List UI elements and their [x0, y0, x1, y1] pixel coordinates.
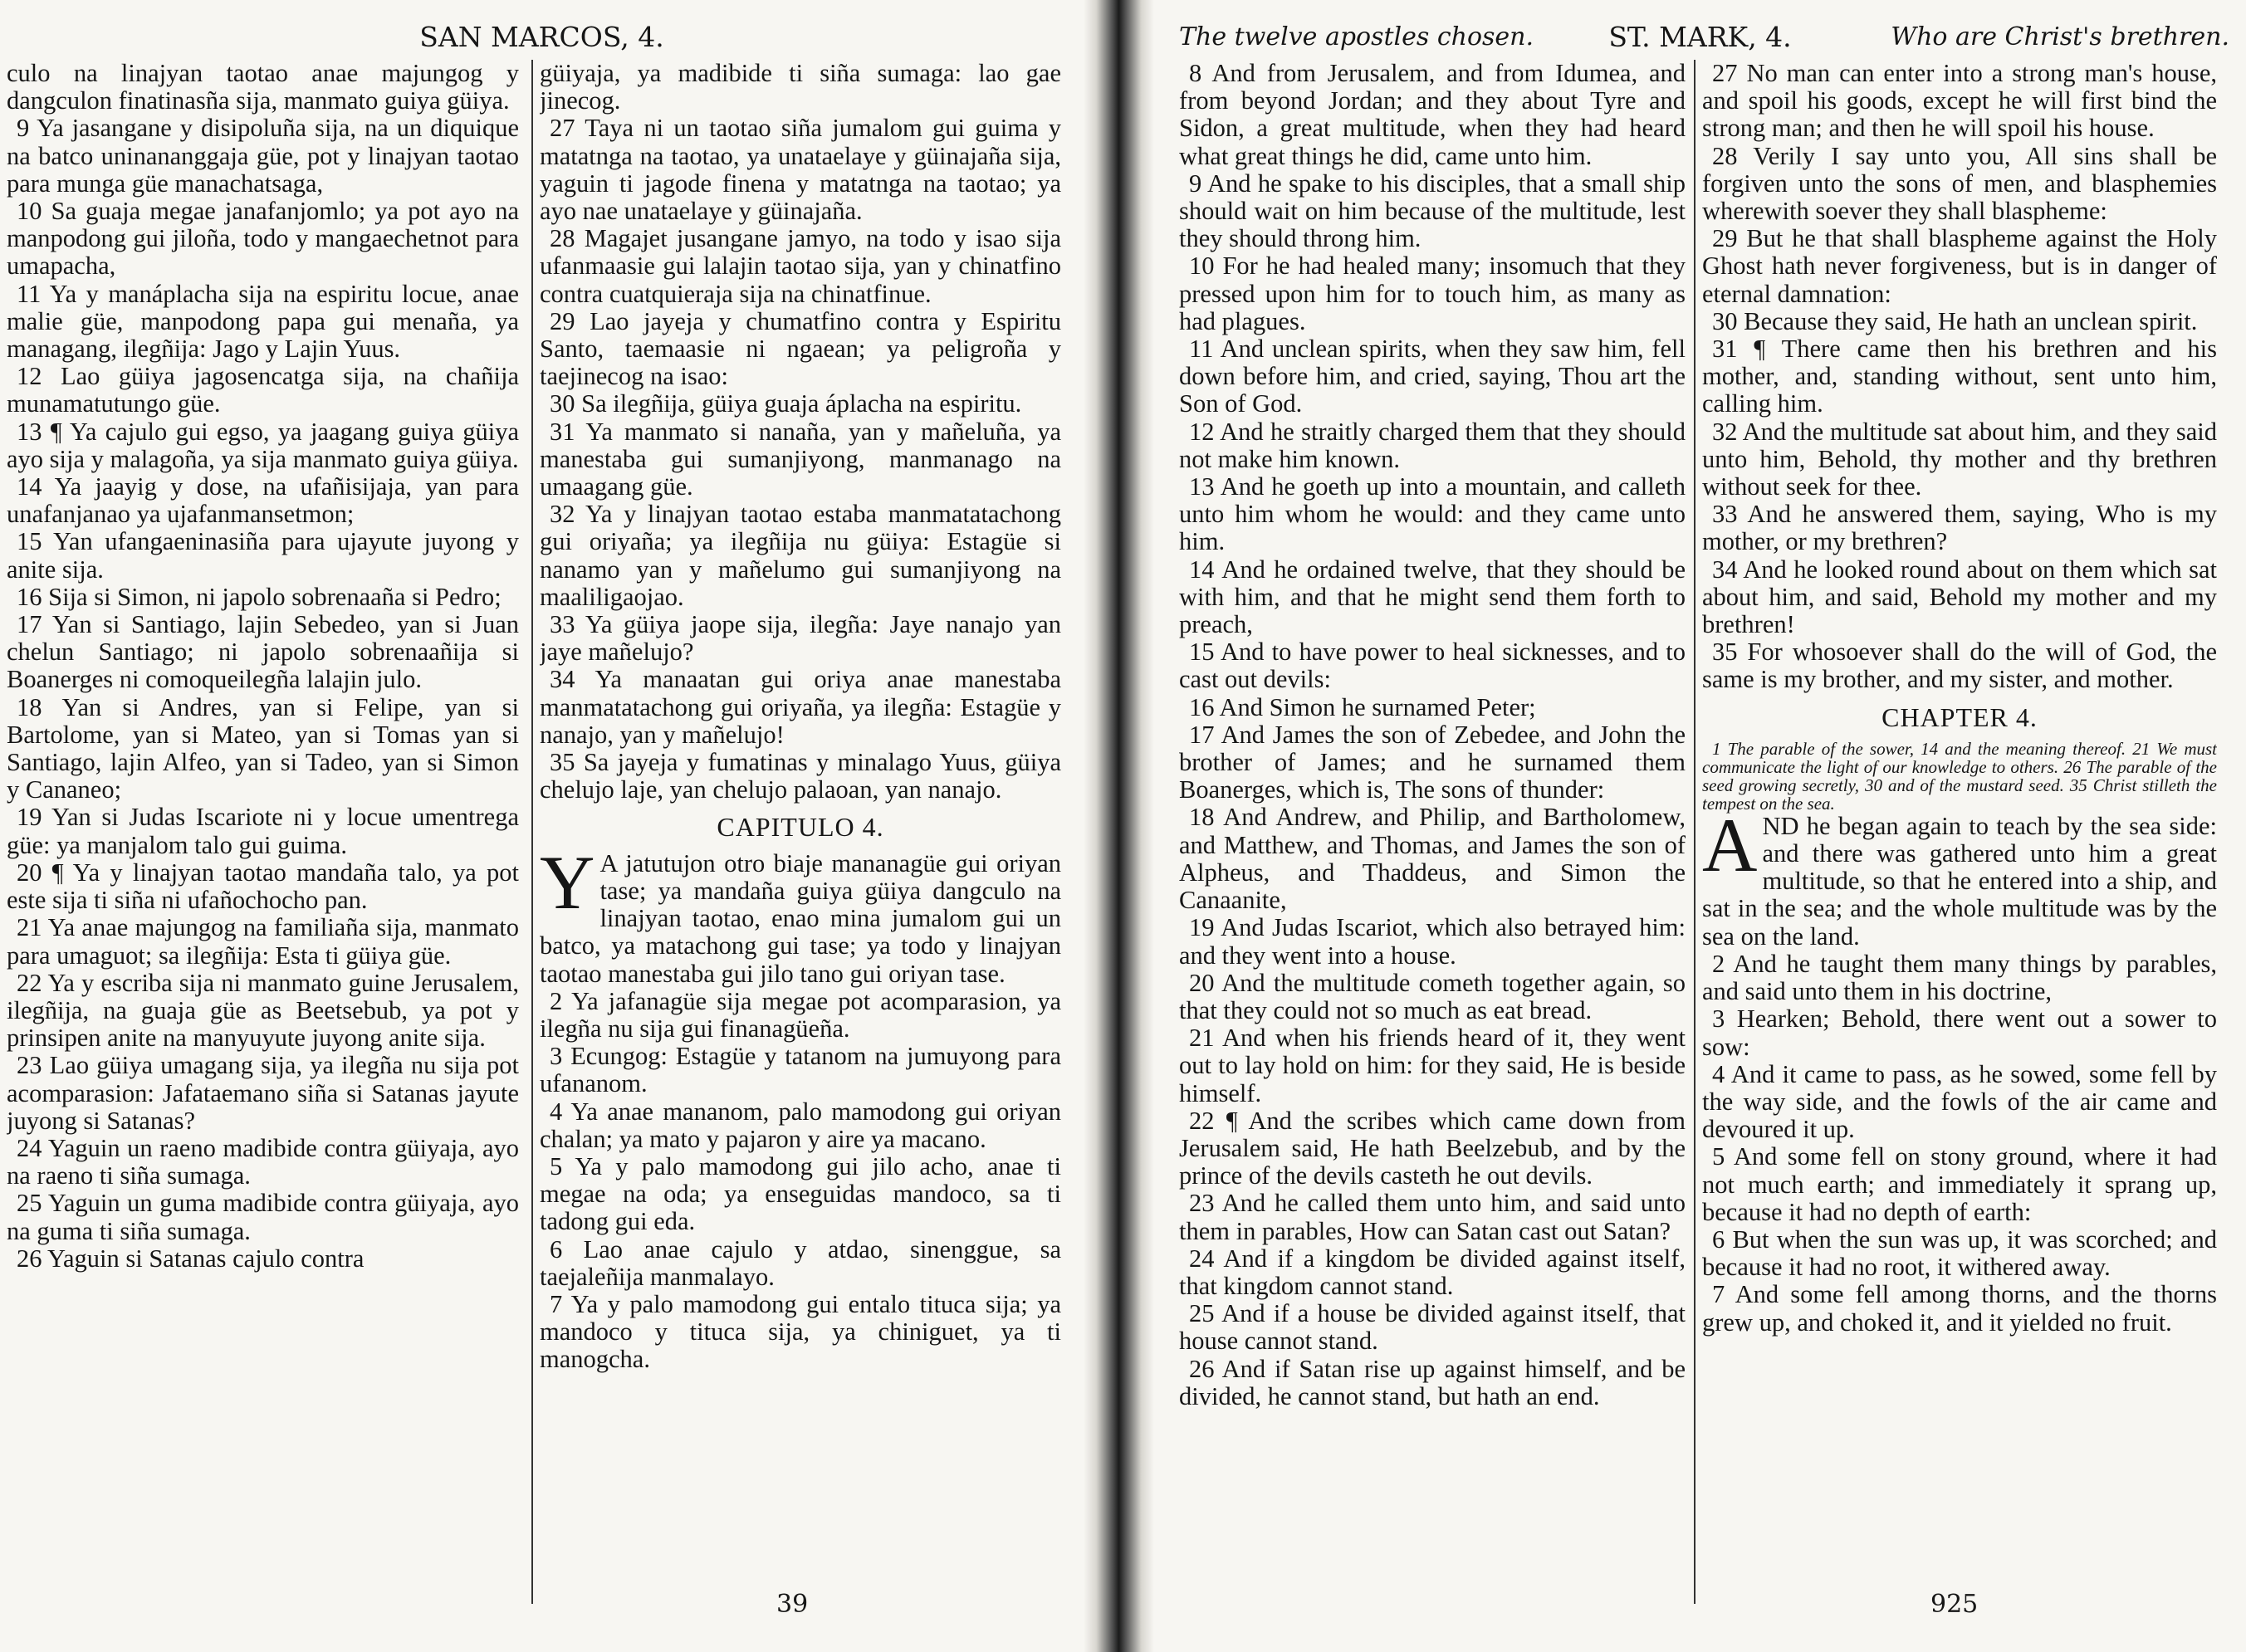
- page-number: 39: [776, 1590, 809, 1619]
- verse: 21 And when his friends heard of it, they went out to lay hold on him: for they said, He is beside himself.: [1179, 1024, 1686, 1107]
- verse: culo na linajyan taotao anae majungog y dangculon finatinasña sija, manmato guiya güiya.: [7, 60, 519, 115]
- verse: 2 Ya jafanagüe sija megae pot acomparasion, ya ilegña nu sija gui finanagüeña.: [540, 986, 1061, 1043]
- verse: 18 And Andrew, and Philip, and Bartholomew, and Matthew, and Thomas, and James the son of Alpheus, and Thaddeus, and Simon the Canaanite,: [1179, 803, 1686, 915]
- verse: 26 And if Satan rise up against himself, and be divided, he cannot stand, but hath an end.: [1179, 1354, 1686, 1410]
- verse: 28 Verily I say unto you, All sins shall be forgiven unto the sons of men, and blasphemies wherewith soever they shall blaspheme:: [1702, 141, 2217, 226]
- verse: 21 Ya anae majungog na familiaña sija, manmato para umaguot; sa ilegñija: Esta ti güiya güe.: [7, 913, 519, 970]
- verse: 2 And he taught them many things by parables, and said unto them in his doctrine,: [1702, 949, 2217, 1006]
- header-right-note: Who are Christ's brethren.: [1891, 22, 2229, 51]
- verse: 5 Ya y palo mamodong gui jilo acho, anae ti megae na oda; ya enseguidas mandoco, sa ti tadong gui eda.: [540, 1151, 1061, 1236]
- verse: 26 Yaguin si Satanas cajulo contra: [17, 1244, 365, 1273]
- verse: 11 Ya y manáplacha sija na espiritu locue, anae malie güe, manpodong papa gui menaña, ya managang, ilegñija: Jago y Lajin Yuus.: [7, 279, 519, 364]
- verse: 29 Lao jayeja y chumatfino contra y Espiritu Santo, taemaasie ni ngaean; ya peligroña y taejinecog na isao:: [540, 306, 1061, 391]
- verse: 6 Lao anae cajulo y atdao, sinenggue, sa taejaleñija manmalayo.: [540, 1234, 1061, 1291]
- column-right-2: [1702, 60, 2217, 1600]
- verse: güiyaja, ya madibide ti siña sumaga: lao gae jinecog.: [540, 60, 1061, 115]
- verse: 31 ¶ There came then his brethren and his mother, and, standing without, sent unto him, calling him.: [1702, 335, 2217, 418]
- verse: 4 Ya anae mananom, palo mamodong gui oriyan chalan; ya mato y pajaron y aire ya macano.: [540, 1097, 1061, 1153]
- verse: 12 Lao güiya jagosencatga sija, na chañija munamatutungo güe.: [7, 362, 519, 418]
- verse: 3 Hearken; Behold, there went out a sower to sow:: [1702, 1004, 2217, 1061]
- verses-before-chapter: [540, 60, 1061, 804]
- verse: 33 Ya güiya jaope sija, ilegña: Jaye nanajo yan jaye mañelujo?: [540, 610, 1061, 667]
- verse: 20 And the multitude cometh together again, so that they could not so much as eat bread.: [1179, 968, 1686, 1024]
- chapter-heading: CAPITULO 4.: [717, 812, 884, 843]
- verse: 16 Sija si Simon, ni japolo sobrenaaña si Pedro;: [17, 582, 502, 611]
- verse: 17 And James the son of Zebedee, and John the brother of James; and he surnamed them Boanerges, which is, The sons of thunder:: [1179, 720, 1686, 804]
- verse: 34 Ya manaatan gui oriya anae manestaba manmatatachong gui oriyaña, ya ilegña: Estagüe y nanajo, yan y mañelujo!: [540, 665, 1061, 749]
- verse: 10 For he had healed many; insomuch that they pressed upon him for to touch him, as many as had plagues.: [1179, 252, 1686, 335]
- verse: 12 And he straitly charged them that they should not make him known.: [1179, 417, 1686, 473]
- verse: 18 Yan si Andres, yan si Felipe, yan si Bartolome, yan si Mateo, yan si Tomas yan si Santiago, lajin Alfeo, yan si Tadeo, yan si Simon y Cananeo;: [7, 692, 519, 804]
- chapter-summary: 1 The parable of the sower, 14 and the meaning thereof. 21 We must communicate the light of our knowledge to others. 26 The parable of the seed growing secretly, 30 and of the mustard seed. 35 Christ stilleth the tempest on the sea.: [1702, 738, 2217, 814]
- verse: 35 Sa jayeja y fumatinas y minalago Yuus, güiya chelujo laje, yan chelujo palaoan, yan nanajo.: [540, 748, 1061, 804]
- chapter-first-verse: AND he began again to teach by the sea side: and there was gathered unto him a great multitude, so that he entered into a ship, and sat in the sea; and the whole multitude was by the sea on the land.: [1702, 802, 2217, 951]
- verse: 11 And unclean spirits, when they saw him, fell down before him, and cried, saying, Thou art the Son of God.: [1179, 335, 1686, 418]
- verse: 19 Yan si Judas Iscariote ni y locue umentrega güe: ya manjalom talo gui guima.: [7, 803, 519, 859]
- verse: 10 Sa guaja megae janafanjomlo; ya pot ayo na manpodong gui jiloña, todo y mangaechetnot para umapacha,: [7, 197, 519, 281]
- chapter-heading: CHAPTER 4.: [1881, 701, 2038, 732]
- verses-before-chapter: [1702, 60, 2217, 694]
- verse: 13 And he goeth up into a mountain, and calleth unto him whom he would: and they came unto him.: [1179, 472, 1686, 556]
- left-page: [0, 0, 1084, 1652]
- verse: 9 And he spake to his disciples, that a small ship should wait on him because of the multitude, lest they should throng him.: [1179, 169, 1686, 253]
- column-left-1: [7, 60, 519, 1600]
- verse: 25 Yaguin un guma madibide contra güiyaja, ayo na guma ti siña sumaga.: [7, 1189, 519, 1245]
- verse: 15 And to have power to heal sicknesses, and to cast out devils:: [1179, 638, 1686, 694]
- verse: 30 Sa ilegñija, güiya guaja áplacha na espiritu.: [550, 389, 1022, 418]
- verse: 8 And from Jerusalem, and from Idumea, and from beyond Jordan; and they about Tyre and Sidon, a great multitude, when they had heard what great things he did, came unto him.: [1179, 60, 1686, 170]
- right-page: [1154, 0, 2246, 1652]
- running-head-right: [1154, 17, 2246, 58]
- verse: 20 ¶ Ya y linajyan taotao mandaña talo, ya pot este sija ti siña ni ufañochocho pan.: [7, 858, 519, 915]
- verse: 32 And the multitude sat about him, and they said unto him, Behold, thy mother and thy brethren without seek for thee.: [1702, 417, 2217, 501]
- verse: 24 Yaguin un raeno madibide contra güiyaja, ayo na raeno ti siña sumaga.: [7, 1133, 519, 1190]
- verse: 16 And Simon he surnamed Peter;: [1189, 692, 1536, 721]
- verse: 22 ¶ And the scribes which came down from Jerusalem said, He hath Beelzebub, and by the prince of the devils casteth he out devils.: [1179, 1106, 1686, 1190]
- column-rule: [1694, 60, 1696, 1604]
- verse: 14 And he ordained twelve, that they should be with him, and that he might send them forth to preach,: [1179, 555, 1686, 639]
- column-rule: [531, 60, 533, 1604]
- verse: 34 And he looked round about on them which sat about him, and said, Behold my mother and my brethren!: [1702, 555, 2217, 639]
- verse: 35 For whosoever shall do the will of God, the same is my brother, and my sister, and mother.: [1702, 638, 2217, 694]
- verse: 29 But he that shall blaspheme against the Holy Ghost hath never forgiveness, but is in danger of eternal damnation:: [1702, 224, 2217, 308]
- column-right-1: [1179, 60, 1686, 1600]
- verse: 23 Lao güiya umagang sija, ya ilegña nu sija pot acomparasion: Jafataemano siña si Satanas jayute juyong si Satanas?: [7, 1051, 519, 1135]
- chapter-first-verse: Y A jatutujon otro biaje mananagüe gui oriyan tase; ya mandaña guiya güiya dangculo na linajyan taotao, enao mina jumalom gui un batco, ya matachong gui tase; ya todo y linajyan taotao manestaba gui jilo tano gui oriyan tase.: [540, 839, 1061, 988]
- verse: 27 Taya ni un taotao siña jumalom gui guima y matatnga na taotao, ya unataelaye y güinajaña sija, yaguin ti jagode finena y matatnga na taotao; ya ayo nae unataelaye y güinajaña.: [540, 114, 1061, 226]
- book-gutter: [1084, 0, 1154, 1652]
- verse: 22 Ya y escriba sija ni manmato guine Jerusalem, ilegñija, na guaja güe as Beetsebub, ya pot y prinsipen anite na manyuyute juyong anite sija.: [7, 968, 519, 1053]
- verse: 7 Ya y palo mamodong gui entalo tituca sija; ya mandoco y tituca sija, ya chiniguet, ya ti manogcha.: [540, 1289, 1061, 1374]
- verse: 3 Ecungog: Estagüe y tatanom na jumuyong para ufananom.: [540, 1042, 1061, 1098]
- verse: 13 ¶ Ya cajulo gui egso, ya jaagang guiya güiya ayo sija y malagoña, ya sija manmato guiya güiya.: [7, 417, 519, 473]
- verse: 19 And Judas Iscariot, which also betrayed him: and they went into a house.: [1179, 913, 1686, 970]
- verses-after-chapter: [1702, 951, 2217, 1337]
- drop-cap: A: [1702, 802, 1758, 887]
- page-number: 925: [1930, 1590, 1979, 1619]
- verse: 33 And he answered them, saying, Who is my mother, or my brethren?: [1702, 500, 2217, 556]
- verse: 24 And if a kingdom be divided against itself, that kingdom cannot stand.: [1179, 1244, 1686, 1300]
- running-head-left: [0, 17, 1084, 58]
- verse: 6 But when the sun was up, it was scorched; and because it had no root, it withered away.: [1702, 1224, 2217, 1282]
- verse: 14 Ya jaayig y dose, na ufañisijaja, yan para unafanjanao ya ujafanmansetmon;: [7, 472, 519, 529]
- verse: 5 And some fell on stony ground, where it had not much earth; and immediately it sprang up, because it had no depth of earth:: [1702, 1142, 2217, 1226]
- page-header-title: SAN MARCOS, 4.: [419, 21, 664, 53]
- verse: 32 Ya y linajyan taotao estaba manmatatachong gui oriyaña; ya ilegñija nu güiya: Estagüe si nanamo yan y mañelumo gui sumanjiyong na maaliligaojao.: [540, 500, 1061, 611]
- verse: 9 Ya jasangane y disipoluña sija, na un diquique na batco uninananggaja güe, pot y linajyan taotao para munga güe manachatsaga,: [7, 114, 519, 198]
- verse: 28 Magajet jusangane jamyo, na todo y isao sija ufanmaasie gui lalajin taotao sija, yan y chinatfino contra cuatquieraja sija na chinatfinue.: [540, 224, 1061, 308]
- page-header-title: ST. MARK, 4.: [1608, 21, 1792, 53]
- header-left-note: The twelve apostles chosen.: [1179, 22, 1534, 51]
- verse: 7 And some fell among thorns, and the thorns grew up, and choked it, and it yielded no fruit.: [1702, 1280, 2217, 1337]
- verse: 25 And if a house be divided against itself, that house cannot stand.: [1179, 1299, 1686, 1356]
- verse: 15 Yan ufangaeninasiña para ujayute juyong y anite sija.: [7, 527, 519, 584]
- verse: 4 And it came to pass, as he sowed, some fell by the way side, and the fowls of the air came and devoured it up.: [1702, 1059, 2217, 1144]
- verses-after-chapter: [540, 988, 1061, 1374]
- verse: 23 And he called them unto him, and said unto them in parables, How can Satan cast out Satan?: [1179, 1189, 1686, 1245]
- column-left-2: [540, 60, 1061, 1600]
- verse: 30 Because they said, He hath an unclean spirit.: [1712, 306, 2198, 335]
- verse: 27 No man can enter into a strong man's house, and spoil his goods, except he will first bind the strong man; and then he will spoil his house.: [1702, 60, 2217, 143]
- drop-cap: Y: [540, 839, 595, 925]
- verse: 31 Ya manmato si nanaña, yan y mañeluña, ya manestaba gui sumanjiyong, manmanago na umaagang güe.: [540, 417, 1061, 501]
- verse: 17 Yan si Santiago, lajin Sebedeo, yan si Juan chelun Santiago; ni japolo sobrenaañija si Boanerges ni comoqueilegña lalajin julo.: [7, 610, 519, 694]
